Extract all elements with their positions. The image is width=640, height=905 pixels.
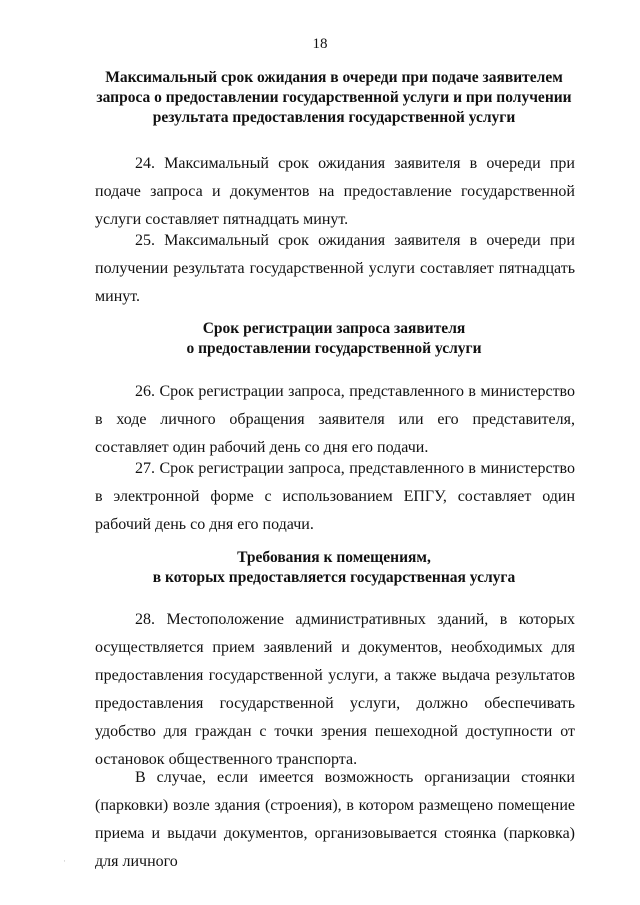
heading-line: запроса о предоставлении государственной услуги и при получении bbox=[96, 89, 572, 106]
paragraph-25: 25. Максимальный срок ожидания заявителя в очереди при получении результата государственной услуги составляет пятнадцать минут. bbox=[95, 232, 575, 305]
paragraph-26: 26. Срок регистрации запроса, представленного в министерство в ходе личного обращения заявителя или его представителя, составляет один рабочий день со дня его подачи. bbox=[95, 383, 575, 456]
heading-line: результата предоставления государственной услуги bbox=[152, 109, 516, 126]
page-number: 18 bbox=[312, 36, 328, 52]
section-heading-wait-time bbox=[90, 68, 578, 128]
heading-line: о предоставлении государственной услуги bbox=[186, 340, 482, 357]
section-heading-registration bbox=[90, 319, 578, 359]
paragraph-27: 27. Срок регистрации запроса, представленного в министерство в электронной форме с использованием ЕПГУ, составляет один рабочий день со дня его подачи. bbox=[95, 460, 575, 533]
margin-mark: · bbox=[63, 856, 66, 866]
heading-line: Максимальный срок ожидания в очереди при подаче заявителем bbox=[105, 69, 563, 86]
heading-line: Требования к помещениям, bbox=[237, 549, 431, 566]
heading-line: Срок регистрации запроса заявителя bbox=[202, 320, 466, 337]
section-heading-premises bbox=[90, 548, 578, 588]
paragraph-28: 28. Местоположение административных зданий, в которых осуществляется прием заявлений и документов, необходимых для предоставления государственной услуги, а также выдача результатов предоставления государственной услуги, должно обеспечивать удобство для граждан с точки зрения пешеходной доступности от остановок общественного транспорта. bbox=[95, 611, 575, 768]
paragraph-24: 24. Максимальный срок ожидания заявителя в очереди при подаче запроса и документов на предоставление государственной услуги составляет пятнадцать минут. bbox=[95, 155, 575, 228]
paragraph-parking: В случае, если имеется возможность организации стоянки (парковки) возле здания (строения), в котором размещено помещение приема и выдачи документов, организовывается стоянка (парковка) для личного bbox=[95, 769, 575, 870]
heading-line: в которых предоставляется государственная услуга bbox=[152, 569, 516, 586]
